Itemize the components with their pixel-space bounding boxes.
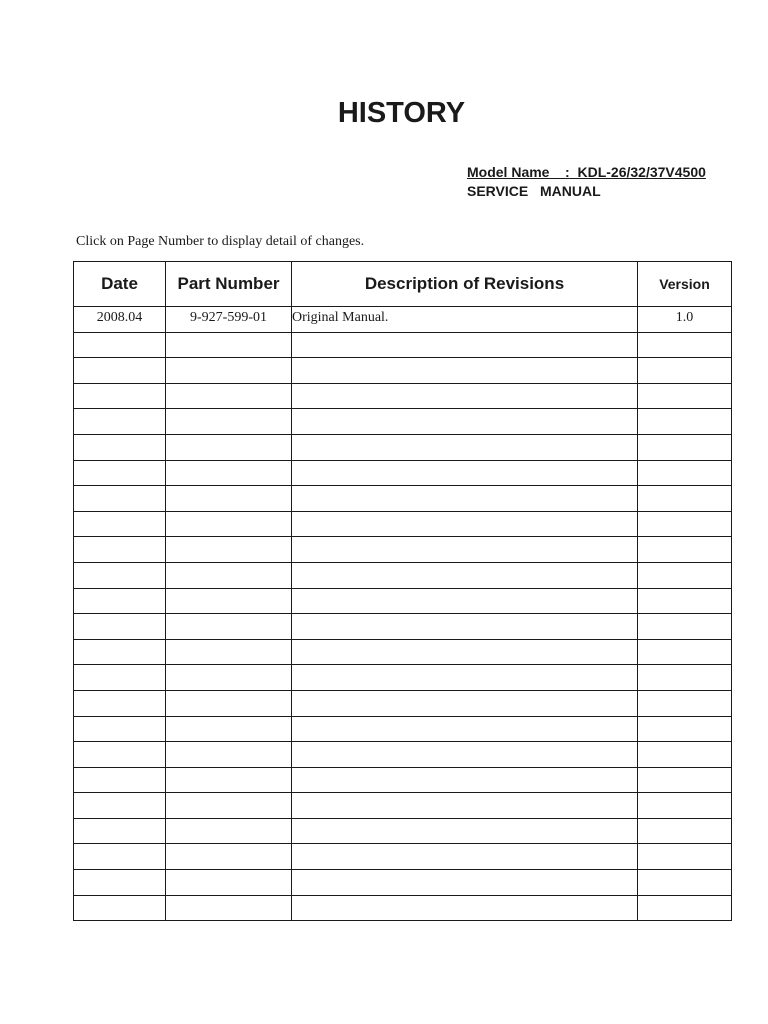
cell-date — [74, 486, 166, 512]
cell-part-number — [166, 486, 292, 512]
table-row — [74, 793, 732, 819]
cell-description — [292, 614, 638, 640]
cell-version — [638, 895, 732, 921]
cell-description — [292, 460, 638, 486]
cell-date — [74, 358, 166, 384]
cell-part-number — [166, 460, 292, 486]
table-body — [74, 307, 732, 921]
cell-part-number — [166, 537, 292, 563]
cell-version — [638, 870, 732, 896]
cell-part-number — [166, 614, 292, 640]
table-row — [74, 383, 732, 409]
cell-version — [638, 767, 732, 793]
cell-description — [292, 511, 638, 537]
cell-part-number — [166, 690, 292, 716]
table-row — [74, 639, 732, 665]
cell-part-number — [166, 588, 292, 614]
cell-date — [74, 434, 166, 460]
table-row — [74, 844, 732, 870]
revision-history-table — [73, 261, 732, 921]
cell-description — [292, 844, 638, 870]
cell-description — [292, 870, 638, 896]
cell-part-number — [166, 716, 292, 742]
cell-date — [74, 614, 166, 640]
cell-date — [74, 665, 166, 691]
cell-date — [74, 511, 166, 537]
cell-part-number — [166, 358, 292, 384]
cell-part-number — [166, 562, 292, 588]
cell-version — [638, 793, 732, 819]
service-manual-label: SERVICE MANUAL — [467, 183, 601, 199]
cell-description — [292, 332, 638, 358]
cell-version — [638, 588, 732, 614]
model-name-label: Model Name — [467, 164, 550, 180]
cell-version — [638, 690, 732, 716]
cell-description — [292, 895, 638, 921]
cell-description — [292, 409, 638, 435]
cell-version — [638, 511, 732, 537]
cell-part-number — [166, 332, 292, 358]
model-name-value: KDL-26/32/37V4500 — [577, 164, 706, 180]
table-row — [74, 358, 732, 384]
table-row — [74, 895, 732, 921]
table-row — [74, 614, 732, 640]
table-row — [74, 870, 732, 896]
header-description: Description of Revisions — [292, 262, 638, 307]
cell-part-number — [166, 793, 292, 819]
cell-part-number — [166, 818, 292, 844]
cell-version: 1.0 — [638, 307, 732, 333]
table-row — [74, 742, 732, 768]
cell-version — [638, 844, 732, 870]
cell-description — [292, 537, 638, 563]
table-header-row — [74, 262, 732, 307]
cell-version — [638, 486, 732, 512]
cell-date — [74, 383, 166, 409]
cell-date — [74, 844, 166, 870]
cell-description — [292, 358, 638, 384]
cell-version — [638, 614, 732, 640]
cell-part-number — [166, 409, 292, 435]
cell-description — [292, 434, 638, 460]
cell-date — [74, 742, 166, 768]
cell-date — [74, 332, 166, 358]
cell-part-number — [166, 383, 292, 409]
cell-part-number — [166, 434, 292, 460]
cell-description — [292, 793, 638, 819]
cell-date — [74, 460, 166, 486]
model-name-separator: : — [565, 164, 570, 180]
cell-version — [638, 742, 732, 768]
cell-date — [74, 793, 166, 819]
table-row — [74, 716, 732, 742]
cell-date — [74, 767, 166, 793]
cell-version — [638, 383, 732, 409]
cell-version — [638, 460, 732, 486]
table-row — [74, 767, 732, 793]
cell-description — [292, 716, 638, 742]
cell-description — [292, 767, 638, 793]
cell-description — [292, 690, 638, 716]
cell-part-number — [166, 767, 292, 793]
cell-date — [74, 870, 166, 896]
cell-date — [74, 895, 166, 921]
model-info — [467, 163, 706, 201]
cell-date — [74, 690, 166, 716]
cell-part-number — [166, 895, 292, 921]
cell-date — [74, 409, 166, 435]
cell-date — [74, 562, 166, 588]
page-title: HISTORY — [337, 97, 466, 129]
table-row — [74, 588, 732, 614]
table-row — [74, 562, 732, 588]
cell-date — [74, 537, 166, 563]
cell-date — [74, 818, 166, 844]
table-row — [74, 537, 732, 563]
cell-part-number — [166, 511, 292, 537]
table-row — [74, 332, 732, 358]
cell-date — [74, 639, 166, 665]
instruction-text: Click on Page Number to display detail of changes. — [76, 234, 365, 249]
cell-version — [638, 665, 732, 691]
cell-description — [292, 639, 638, 665]
cell-version — [638, 716, 732, 742]
cell-version — [638, 562, 732, 588]
table-row — [74, 665, 732, 691]
cell-date — [74, 716, 166, 742]
table-row — [74, 409, 732, 435]
header-part-number: Part Number — [166, 262, 292, 307]
cell-date — [74, 588, 166, 614]
cell-version — [638, 332, 732, 358]
cell-description — [292, 486, 638, 512]
cell-description — [292, 818, 638, 844]
model-name-line — [467, 163, 706, 182]
header-date: Date — [74, 262, 166, 307]
table-row — [74, 486, 732, 512]
table-row — [74, 460, 732, 486]
cell-part-number — [166, 844, 292, 870]
cell-version — [638, 358, 732, 384]
cell-description — [292, 665, 638, 691]
table-row — [74, 818, 732, 844]
cell-part-number: 9-927-599-01 — [166, 307, 292, 333]
cell-version — [638, 537, 732, 563]
cell-part-number — [166, 742, 292, 768]
cell-version — [638, 639, 732, 665]
cell-part-number — [166, 639, 292, 665]
model-name-spacer — [549, 164, 565, 180]
table-row — [74, 690, 732, 716]
cell-description — [292, 588, 638, 614]
table-row — [74, 307, 732, 333]
cell-part-number — [166, 870, 292, 896]
cell-part-number — [166, 665, 292, 691]
cell-version — [638, 818, 732, 844]
cell-description: Original Manual. — [292, 307, 638, 333]
header-version: Version — [638, 262, 732, 307]
cell-version — [638, 434, 732, 460]
table-row — [74, 434, 732, 460]
cell-version — [638, 409, 732, 435]
cell-description — [292, 383, 638, 409]
cell-description — [292, 742, 638, 768]
cell-date: 2008.04 — [74, 307, 166, 333]
table-row — [74, 511, 732, 537]
cell-description — [292, 562, 638, 588]
